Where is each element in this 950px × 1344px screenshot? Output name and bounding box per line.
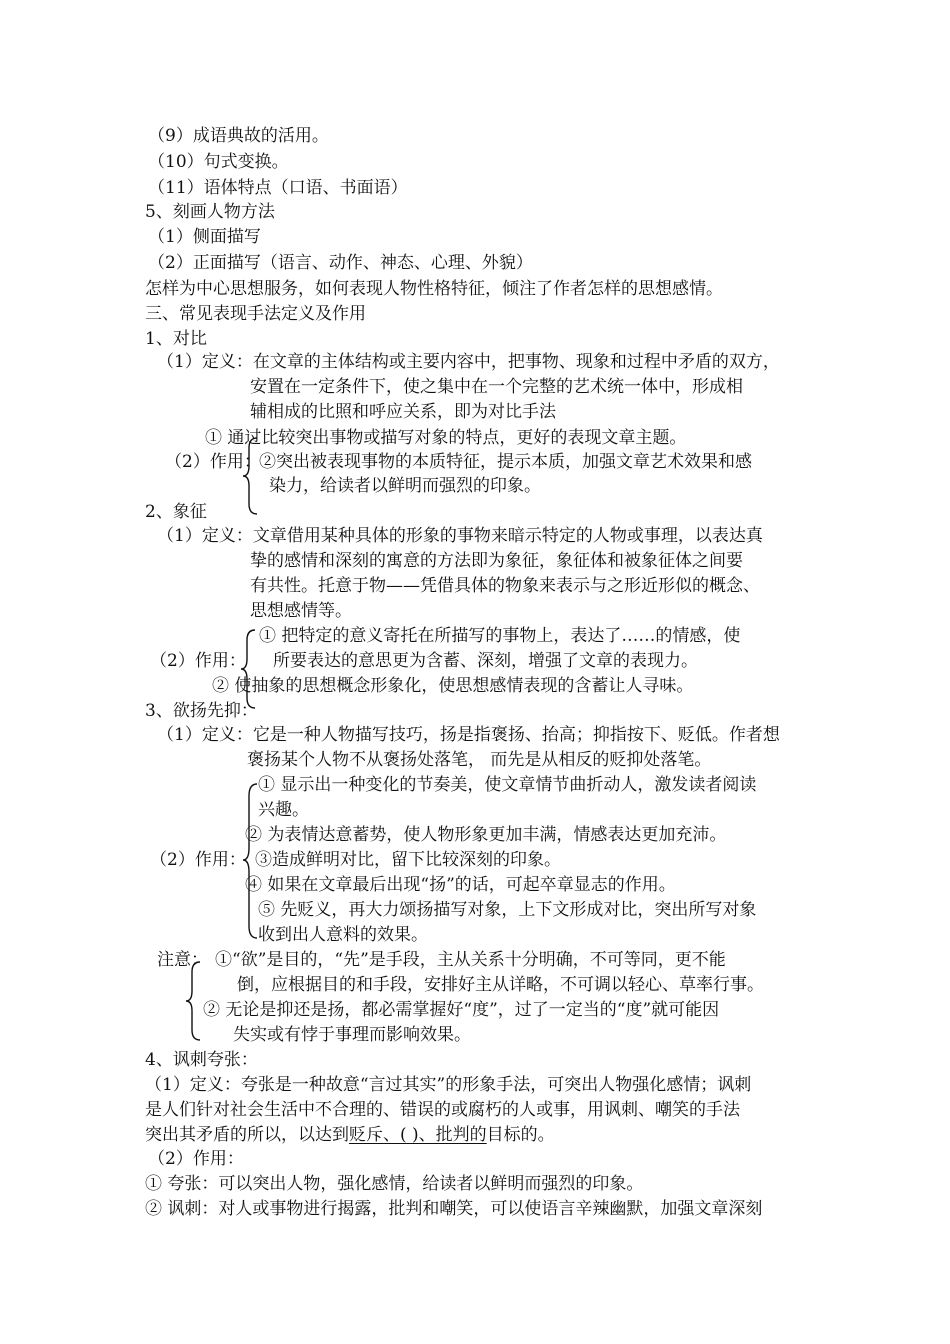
text-line: （2）作用： [150,850,246,870]
text-line: 所要表达的意思更为含蓄、深刻，增强了文章的表现力。 [273,651,698,671]
text-line: ② 为表情达意蓄势，使人物形象更加丰满，情感表达更加充沛。 [245,825,727,845]
text-line: （2）作用： [150,651,246,671]
section-heading: 3、欲扬先抑： [145,701,258,721]
text-line: ① 通过比较突出事物或描写对象的特点，更好的表现文章主题。 [205,428,687,448]
text-line: （10）句式变换。 [148,152,289,172]
text-line: （1）定义：夸张是一种故意“言过其实”的形象手法，可突出人物强化感情；讽刺 [145,1075,752,1095]
text-line: 收到出人意料的效果。 [258,925,428,945]
text-line: 有共性。托意于物——凭借具体的物象来表示与之形近形似的概念、 [250,576,760,596]
text-line: ① 把特定的意义寄托在所描写的事物上，表达了……的情感，使 [259,626,741,646]
text-line: 兴趣。 [258,800,309,820]
fill-in-blank-underlined: 贬斥、( )、批判的 [349,1125,487,1145]
text-line: 染力，给读者以鲜明而强烈的印象。 [269,476,541,496]
text-segment: 突出其矛盾的所以，以达到 [145,1125,349,1145]
text-segment: 目标的。 [486,1125,555,1145]
text-line: （1）定义：它是一种人物描写技巧，扬是指褒扬、抬高；抑指按下、贬低。作者想 [157,725,780,745]
text-line: 挚的感情和深刻的寓意的方法即为象征，象征体和被象征体之间要 [250,551,743,571]
section-heading: 2、象征 [145,502,207,522]
text-line: （2）作用： [165,452,261,472]
note-label: 注意： [157,950,208,970]
text-line: ③造成鲜明对比，留下比较深刻的印象。 [255,850,561,870]
text-line: ② 无论是抑还是扬，都必需掌握好“度”，过了一定当的“度”就可能因 [203,1000,720,1020]
text-line: 怎样为中心思想服务，如何表现人物性格特征，倾注了作者怎样的思想感情。 [145,279,723,299]
left-brace-icon [185,960,203,1042]
section-heading: 1、对比 [145,329,207,349]
text-line: ① 夸张：可以突出人物，强化感情，给读者以鲜明而强烈的印象。 [145,1174,644,1194]
text-line: 倒，应根据目的和手段，安排好主从详略，不可调以轻心、草率行事。 [237,975,764,995]
left-brace-icon [240,628,258,710]
text-line: ② 讽刺：对人或事物进行揭露，批判和嘲笑，可以使语言辛辣幽默，加强文章深刻 [145,1199,763,1219]
section-heading: 5、刻画人物方法 [145,202,275,222]
text-line: ⑤ 先贬义，再大力颂扬描写对象，上下文形成对比，突出所写对象 [258,900,757,920]
chapter-heading: 三、常见表现手法定义及作用 [145,304,366,324]
text-line: （2）作用： [148,1149,244,1169]
text-line: 褒扬某个人物不从褒扬处落笔， 而先是从相反的贬抑处落笔。 [247,750,712,770]
text-line: （11）语体特点（口语、书面语） [148,178,408,198]
text-line [145,1123,555,1147]
left-brace-icon [242,436,260,516]
text-line: 思想感情等。 [250,601,352,621]
text-line: 安置在一定条件下，使之集中在一个完整的艺术统一体中，形成相 [250,377,743,397]
section-heading: 4、讽刺夸张： [145,1050,258,1070]
text-line: （2）正面描写（语言、动作、神态、心理、外貌） [148,253,533,273]
text-line: 失实或有悖于事理而影响效果。 [233,1025,471,1045]
text-line: ②突出被表现事物的本质特征，提示本质，加强文章艺术效果和感 [259,452,752,472]
text-line: ①“欲”是目的，“先”是手段，主从关系十分明确，不可等同，更不能 [215,950,726,970]
text-line: ④ 如果在文章最后出现“扬”的话，可起卒章显志的作用。 [245,875,676,895]
text-line: ① 显示出一种变化的节奏美，使文章情节曲折动人，激发读者阅读 [258,775,757,795]
left-brace-icon [242,782,260,940]
text-line: （9）成语典故的活用。 [148,126,329,146]
text-line: ② 使抽象的思想概念形象化，使思想感情表现的含蓄让人寻味。 [212,676,694,696]
text-line: （1）定义：在文章的主体结构或主要内容中，把事物、现象和过程中矛盾的双方， [157,352,780,372]
text-line: （1）定义：文章借用某种具体的形象的事物来暗示特定的人物或事理，以表达真 [157,526,763,546]
text-line: 辅相成的比照和呼应关系，即为对比手法 [250,402,556,422]
text-line: 是人们针对社会生活中不合理的、错误的或腐朽的人或事，用讽刺、嘲笑的手法 [145,1100,740,1120]
text-line: （1）侧面描写 [148,227,261,247]
